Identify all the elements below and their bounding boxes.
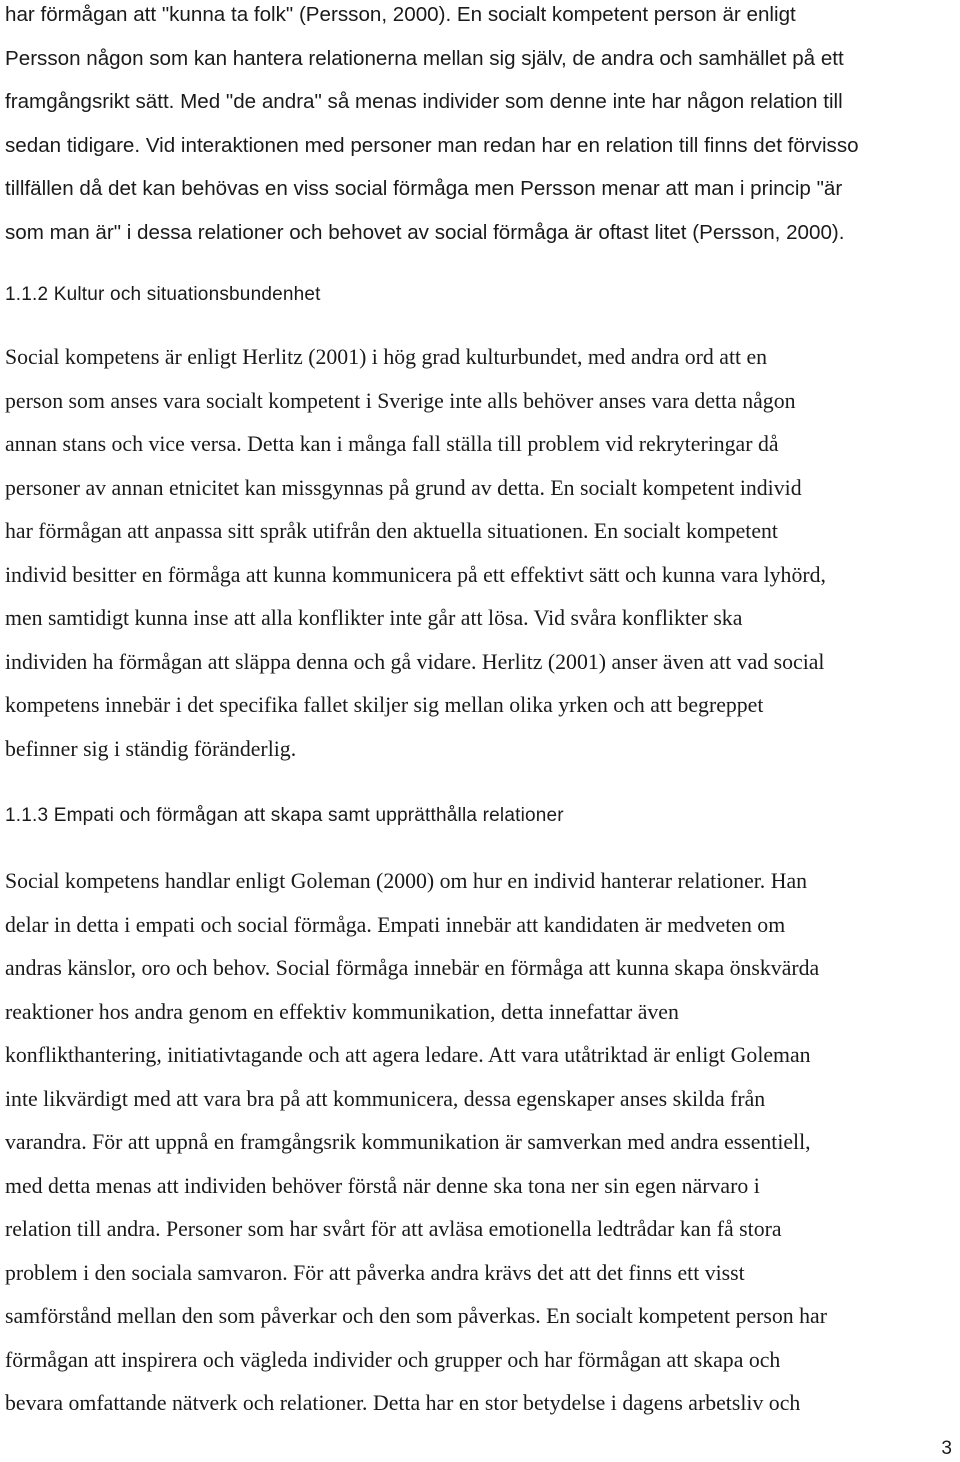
paragraph-goleman: [5, 860, 960, 1426]
text-line: konflikthantering, initiativtagande och att agera ledare. Att vara utåtriktad är enligt Goleman: [5, 1043, 811, 1067]
text-line: Social kompetens handlar enligt Goleman (2000) om hur en individ hanterar relationer. Han: [5, 869, 808, 893]
text-line: sedan tidigare. Vid interaktionen med personer man redan har en relation till finns det förvisso: [5, 133, 859, 157]
text-line: tillfällen då det kan behövas en viss social förmåga men Persson menar att man i princip "är: [5, 177, 843, 200]
text-line: samförstånd mellan den som påverkar och den som påverkas. En socialt kompetent person har: [5, 1304, 827, 1328]
text-line: förmågan att inspirera och vägleda individer och grupper och har förmågan att skapa och: [5, 1347, 781, 1372]
text-line: individ besitter en förmåga att kunna kommunicera på ett effektivt sätt och kunna vara lyhörd,: [5, 562, 826, 587]
text-line: andras känslor, oro och behov. Social förmåga innebär en förmåga att kunna skapa önskvärda: [5, 956, 820, 980]
paragraph-persson: [5, 0, 960, 254]
heading-text: 1.1.3 Empati och förmågan att skapa samt upprätthålla relationer: [5, 805, 564, 826]
paragraph-herlitz: [5, 336, 960, 771]
heading-text: 1.1.2 Kultur och situationsbundenhet: [5, 284, 321, 305]
text-line: relation till andra. Personer som har svårt för att avläsa emotionella ledtrådar kan få stora: [5, 1217, 782, 1241]
text-line: men samtidigt kunna inse att alla konflikter inte går att lösa. Vid svåra konflikter ska: [5, 606, 743, 630]
text-line: individen ha förmågan att släppa denna och gå vidare. Herlitz (2001) anser även att vad social: [5, 649, 825, 674]
text-line: befinner sig i ständig föränderlig.: [5, 736, 297, 761]
section-heading-1-1-3: [5, 794, 960, 838]
text-line: reaktioner hos andra genom en effektiv kommunikation, detta innefattar även: [5, 999, 679, 1024]
text-line: problem i den sociala samvaron. För att påverka andra krävs det att det finns ett visst: [5, 1260, 745, 1285]
text-line: har förmågan att "kunna ta folk" (Persson, 2000). En socialt kompetent person är enligt: [5, 3, 796, 26]
text-line: delar in detta i empati och social förmåga. Empati innebär att kandidaten är medveten om: [5, 912, 786, 937]
text-line: bevara omfattande nätverk och relationer. Detta har en stor betydelse i dagens arbetsliv och: [5, 1391, 801, 1415]
text-line: som man är" i dessa relationer och behovet av social förmåga är oftast litet (Persson, 2000).: [5, 220, 845, 244]
text-line: annan stans och vice versa. Detta kan i många fall ställa till problem vid rekryteringar då: [5, 432, 779, 456]
text-line: framgångsrikt sätt. Med "de andra" så menas individer som denne inte har någon relation till: [5, 90, 843, 113]
text-line: kompetens innebär i det specifika fallet skiljer sig mellan olika yrken och att begreppet: [5, 693, 764, 717]
text-line: Persson någon som kan hantera relationerna mellan sig själv, de andra och samhället på ett: [5, 46, 844, 70]
text-line: personer av annan etnicitet kan missgynnas på grund av detta. En socialt kompetent individ: [5, 475, 802, 500]
section-heading-1-1-2: [5, 273, 960, 317]
text-line: med detta menas att individen behöver förstå när denne ska tona ner sin egen närvaro i: [5, 1173, 760, 1198]
text-line: person som anses vara socialt kompetent i Sverige inte alls behöver anses vara detta någon: [5, 388, 796, 413]
text-line: varandra. För att uppnå en framgångsrik kommunikation är samverkan med andra essentiell,: [5, 1130, 811, 1154]
text-line: inte likvärdigt med att vara bra på att kommunicera, dessa egenskaper anses skilda från: [5, 1086, 766, 1111]
page-number: 3: [941, 1438, 952, 1459]
text-line: Social kompetens är enligt Herlitz (2001) i hög grad kulturbundet, med andra ord att en: [5, 345, 768, 369]
text-line: har förmågan att anpassa sitt språk utifrån den aktuella situationen. En socialt kompetent: [5, 519, 778, 543]
